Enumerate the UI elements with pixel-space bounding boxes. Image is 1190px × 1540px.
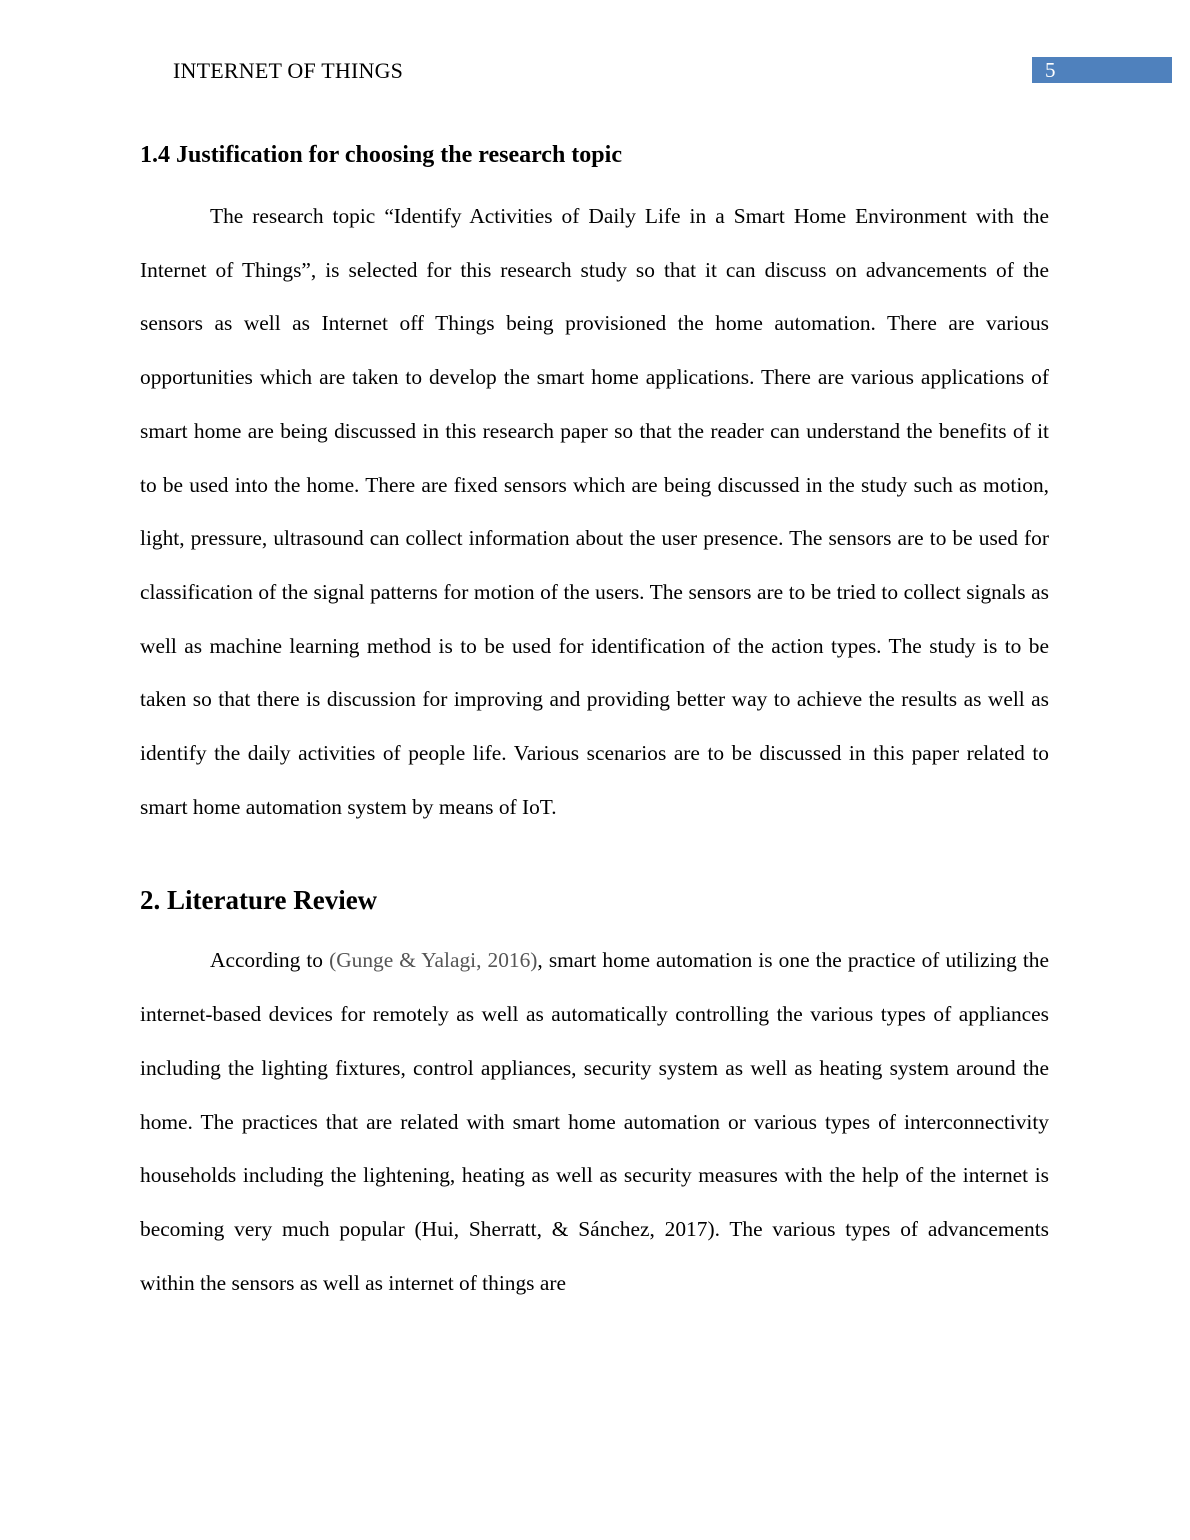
paragraph-rest: , smart home automation is one the practice of utilizing the internet-based devices for remotely as well as automatically controlling the various types of appliances including the lighting fixtures, control appliances, security system as well as heating system around the home. The practices that are related with smart home automation or various types of interconnectivity households including the lightening, heating as well as security measures with the help of the internet is becoming very much popular (Hui, Sherratt, & Sánchez, 2017). The various types of advancements within the sensors as well as internet of things are	[140, 948, 1049, 1295]
page-number: 5	[1045, 58, 1056, 82]
section-heading-justification: 1.4 Justification for choosing the research topic	[140, 142, 622, 168]
page-number-box	[1032, 57, 1172, 83]
document-body	[140, 138, 1049, 1310]
running-head: INTERNET OF THINGS	[173, 58, 404, 83]
paragraph-intro: According to	[210, 948, 323, 973]
justification-paragraph: The research topic “Identify Activities of Daily Life in a Smart Home Environment with the Internet of Things”, is selected for this research study so that it can discuss on advancements of the sensors as well as Internet off Things being provisioned the home automation. There are various opportunities which are taken to develop the smart home applications. There are various applications of smart home are being discussed in this research paper so that the reader can understand the benefits of it to be used into the home. There are fixed sensors which are being discussed in the study such as motion, light, pressure, ultrasound can collect information about the user presence. The sensors are to be used for classification of the signal patterns for motion of the users. The sensors are to be tried to collect signals as well as machine learning method is to be used for identification of the action types. The study is to be taken so that there is discussion for improving and providing better way to achieve the results as well as identify the daily activities of people life. Various scenarios are to be discussed in this paper related to smart home automation system by means of IoT.	[140, 204, 1049, 819]
citation-gunge-yalagi: (Gunge & Yalagi, 2016)	[329, 948, 538, 973]
literature-review-paragraph	[140, 934, 1049, 1310]
section-spacer	[140, 834, 1049, 881]
section-heading-literature-review: 2. Literature Review	[140, 885, 378, 916]
